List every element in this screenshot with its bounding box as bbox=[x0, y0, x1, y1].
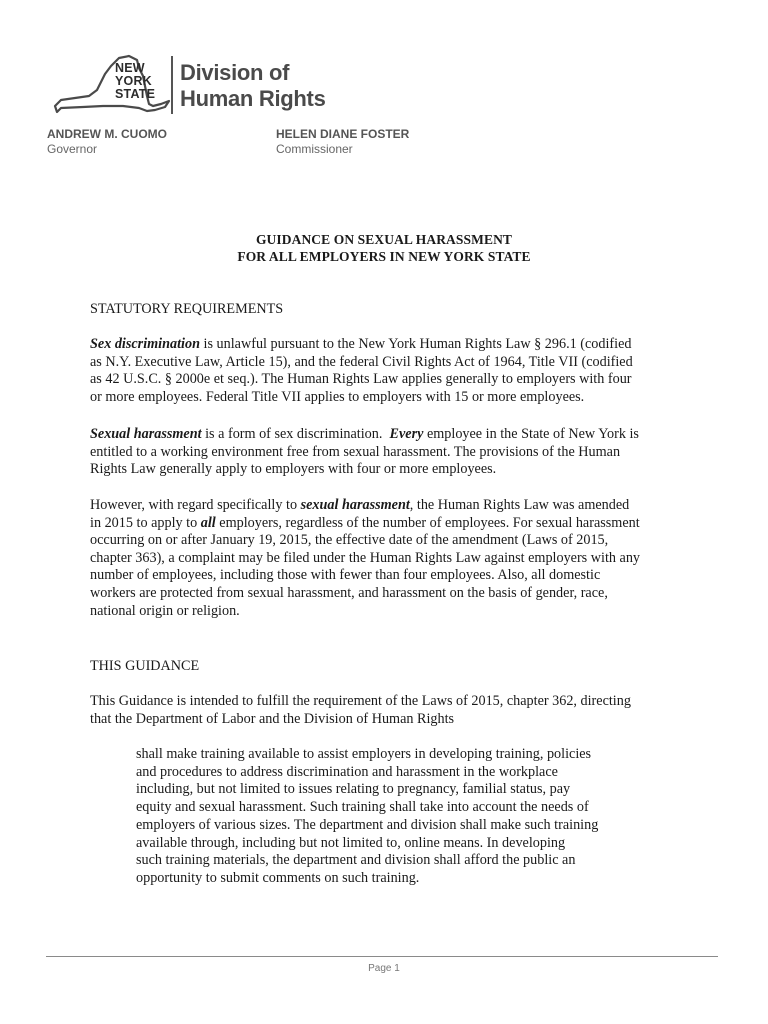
paragraph-line: chapter 363), a complaint may be filed under the Human Rights Law against employers with any bbox=[90, 549, 641, 566]
commissioner-name: HELEN DIANE FOSTER bbox=[276, 127, 410, 141]
paragraph-line: as N.Y. Executive Law, Article 15), and the federal Civil Rights Act of 1964, Title VII (codified bbox=[90, 353, 633, 370]
quote-line: equity and sexual harassment. Such training shall take into account the needs of bbox=[136, 799, 589, 816]
paragraph-line: or more employees. Federal Title VII applies to employers with 15 or more employees. bbox=[90, 388, 585, 405]
paragraph-line: as 42 U.S.C. § 2000e et seq.). The Human Rights Law applies generally to employers with four bbox=[90, 371, 632, 388]
paragraph-line bbox=[90, 515, 690, 533]
section-heading-statutory: STATUTORY REQUIREMENTS bbox=[90, 301, 284, 317]
quote-line: including, but not limited to issues relating to pregnancy, familial status, pay bbox=[136, 781, 571, 798]
page-number: Page 1 bbox=[368, 963, 400, 974]
commissioner-block bbox=[276, 127, 409, 157]
governor-block bbox=[47, 127, 167, 157]
agency-name-line: Human Rights bbox=[180, 86, 326, 111]
paragraph-sexual-harassment bbox=[90, 426, 690, 479]
logo-divider bbox=[171, 56, 173, 114]
commissioner-title: Commissioner bbox=[276, 142, 353, 156]
quote-line: and procedures to address discrimination and harassment in the workplace bbox=[136, 763, 558, 780]
footer-divider bbox=[46, 956, 718, 957]
state-word: YORK bbox=[115, 74, 152, 88]
paragraph-this-guidance bbox=[90, 693, 690, 728]
text-run: employers, regardless of the number of employees. For sexual harassment bbox=[219, 514, 640, 531]
paragraph-line: that the Department of Labor and the Division of Human Rights bbox=[90, 710, 455, 727]
paragraph-line: number of employees, including those with fewer than four employees. Also, all domestic bbox=[90, 567, 601, 584]
agency-name bbox=[180, 60, 326, 112]
nys-division-logo bbox=[53, 54, 343, 118]
state-word: STATE bbox=[115, 87, 156, 101]
section-heading-guidance: THIS GUIDANCE bbox=[90, 658, 200, 674]
paragraph-line: Rights Law generally apply to employers with four or more employees. bbox=[90, 461, 497, 478]
paragraph-line: This Guidance is intended to fulfill the requirement of the Laws of 2015, chapter 362, directing bbox=[90, 693, 631, 709]
text-run: in 2015 to apply to bbox=[90, 514, 198, 531]
paragraph-line: national origin or religion. bbox=[90, 602, 240, 619]
paragraph-line: occurring on or after January 19, 2015, the effective date of the amendment (Laws of 2015, bbox=[90, 532, 609, 549]
quote-line: such training materials, the department and division shall afford the public an bbox=[136, 852, 576, 869]
statute-quote bbox=[136, 746, 656, 888]
document-title-line: FOR ALL EMPLOYERS IN NEW YORK STATE bbox=[237, 249, 531, 264]
text-run: employee in the State of New York is bbox=[426, 426, 639, 442]
emphasis-term: all bbox=[200, 514, 216, 531]
quote-line: available through, including but not limited to, online means. In developing bbox=[136, 834, 566, 851]
governor-name: ANDREW M. CUOMO bbox=[47, 127, 167, 141]
quote-line: shall make training available to assist employers in developing training, policies bbox=[136, 746, 592, 762]
paragraph-line bbox=[90, 497, 690, 515]
paragraph-line: workers are protected from sexual harassment, and harassment on the basis of gender, race, bbox=[90, 584, 608, 601]
paragraph-line: entitled to a working environment free from sexual harassment. The provisions of the Human bbox=[90, 443, 621, 460]
text-run: is a form of sex discrimination. bbox=[205, 426, 383, 442]
quote-line: employers of various sizes. The department and division shall make such training bbox=[136, 816, 599, 833]
state-wordmark bbox=[115, 62, 167, 101]
paragraph-line bbox=[90, 336, 690, 354]
document-title-line: GUIDANCE ON SEXUAL HARASSMENT bbox=[255, 232, 513, 247]
emphasis-term: Sex discrimination bbox=[90, 336, 200, 352]
emphasis-term: Sexual harassment bbox=[90, 426, 202, 442]
text-run: is unlawful pursuant to the New York Human Rights Law § 296.1 (codified bbox=[203, 336, 632, 352]
document-title bbox=[0, 231, 768, 265]
paragraph-amendment bbox=[90, 497, 690, 620]
text-run: , the Human Rights Law was amended bbox=[409, 497, 630, 513]
text-run: However, with regard specifically to bbox=[90, 497, 298, 513]
quote-line: opportunity to submit comments on such training. bbox=[136, 869, 420, 886]
governor-title: Governor bbox=[47, 142, 98, 156]
agency-name-line: Division of bbox=[180, 60, 290, 85]
state-word: NEW bbox=[115, 61, 145, 75]
emphasis-term: Every bbox=[389, 426, 424, 442]
emphasis-term: sexual harassment bbox=[300, 497, 410, 513]
paragraph-line bbox=[90, 426, 690, 444]
paragraph-sex-discrimination bbox=[90, 336, 690, 406]
